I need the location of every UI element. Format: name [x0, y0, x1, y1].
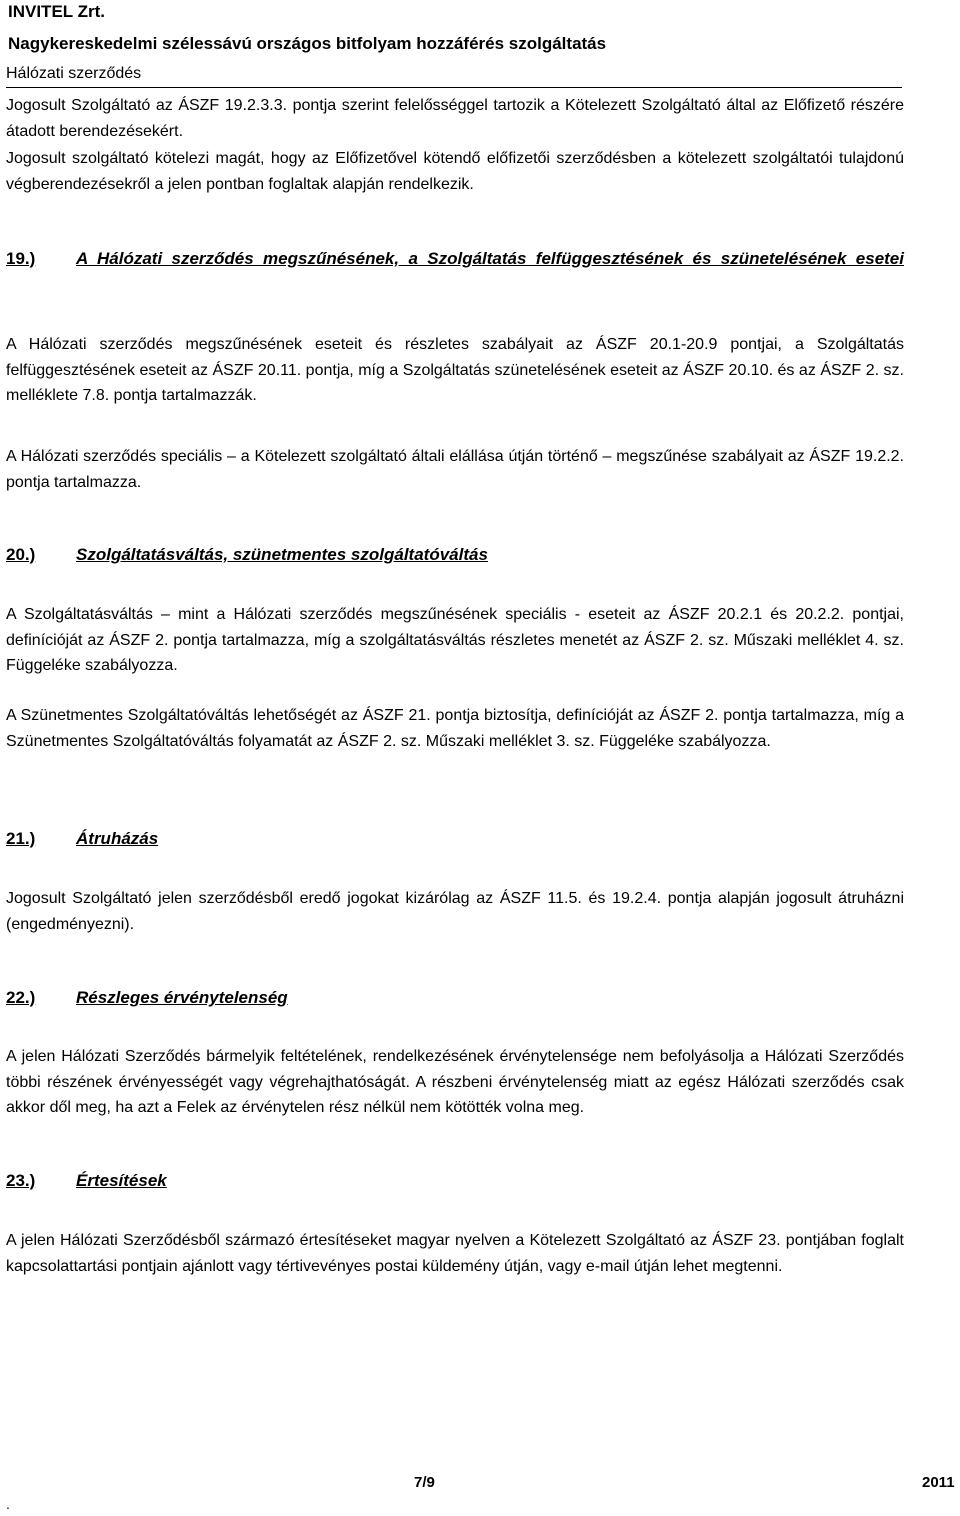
footer-dot: .	[6, 1496, 10, 1512]
page-number: 7/9	[414, 1474, 435, 1491]
section-19-paragraph-2: A Hálózati szerződés speciális – a Kötelezett szolgáltató általi elállása útján történő – megszűnése szabályait az ÁSZF 19.2.2. pontja tartalmazza.	[6, 448, 904, 491]
header-service-title: Nagykereskedelmi szélessávú országos bitfolyam hozzáférés szolgáltatás	[8, 34, 607, 53]
section-22-heading	[6, 985, 904, 1011]
section-title: A Hálózati szerződés megszűnésének, a Szolgáltatás felfüggesztésének és szünetelésének esetei	[76, 249, 904, 268]
section-20-paragraph-2: A Szünetmentes Szolgáltatóváltás lehetőségét az ÁSZF 21. pontja biztosítja, definícióját az ÁSZF 2. pontja tartalmazza, míg a Szünetmentes Szolgáltatóváltás folyamatát az ÁSZF 2. sz. Műszaki melléklet 3. sz. Függeléke szabályozza.	[6, 707, 904, 750]
section-20-heading	[6, 542, 904, 568]
section-title: Szolgáltatásváltás, szünetmentes szolgáltatóváltás	[76, 545, 488, 564]
section-21-heading	[6, 826, 904, 852]
section-23-paragraph-1: A jelen Hálózati Szerződésből származó értesítéseket magyar nyelven a Kötelezett Szolgáltató az ÁSZF 23. pontjában foglalt kapcsolattartási pontjain ajánlott vagy tértivevényes postai küldemény útján, vagy e-mail útján lehet megtenni.	[6, 1232, 904, 1275]
intro-paragraph-1: Jogosult Szolgáltató az ÁSZF 19.2.3.3. pontja szerint felelősséggel tartozik a Kötelezett Szolgáltató által az Előfizető részére átadott berendezésekért.	[6, 97, 904, 140]
header-document-title: Hálózati szerződés	[6, 64, 902, 88]
section-23-heading	[6, 1168, 904, 1194]
intro-paragraph-2: Jogosult szolgáltató kötelezi magát, hogy az Előfizetővel kötendő előfizetői szerződésben a kötelezett szolgáltatói tulajdonú végberendezésekről a jelen pontban foglaltak alapján rendelkezik.	[6, 150, 904, 193]
section-21-paragraph-1: Jogosult Szolgáltató jelen szerződésből eredő jogokat kizárólag az ÁSZF 11.5. és 19.2.4. pontja alapján jogosult átruházni (engedményezni).	[6, 890, 904, 933]
section-title: Részleges érvénytelenség	[76, 988, 288, 1007]
section-20-paragraph-1: A Szolgáltatásváltás – mint a Hálózati szerződés megszűnésének speciális - eseteit az ÁSZF 20.2.1 és 20.2.2. pontjai, definícióját az ÁSZF 2. pontja tartalmazza, míg a szolgáltatásváltás részletes menetét az ÁSZF 2. sz. Műszaki melléklet 4. sz. Függeléke szabályozza.	[6, 606, 904, 674]
section-19-paragraph-1: A Hálózati szerződés megszűnésének eseteit és részletes szabályait az ÁSZF 20.1-20.9 pontjai, a Szolgáltatás felfüggesztésének eseteit az ÁSZF 20.11. pontja, míg a Szolgáltatás szünetelésének eseteit az ÁSZF 20.10. és az ÁSZF 2. sz. melléklete 7.8. pontja tartalmazzák.	[6, 336, 904, 404]
section-number: 21.)	[6, 829, 36, 848]
section-title: Értesítések	[76, 1171, 167, 1190]
header-company: INVITEL Zrt.	[8, 2, 105, 21]
section-number: 20.)	[6, 545, 36, 564]
section-19-heading	[6, 246, 904, 272]
section-number: 22.)	[6, 988, 36, 1007]
section-22-paragraph-1: A jelen Hálózati Szerződés bármelyik feltételének, rendelkezésének érvénytelensége nem befolyásolja a Hálózati Szerződés többi részének érvényességét vagy végrehajthatóságát. A részbeni érvénytelenség miatt az egész Hálózati szerződés csak akkor dől meg, ha azt a Felek az érvénytelen rész nélkül nem kötötték volna meg.	[6, 1048, 904, 1116]
footer-year: 2011	[922, 1474, 955, 1491]
section-title: Átruházás	[76, 829, 159, 848]
section-number: 19.)	[6, 249, 36, 268]
section-number: 23.)	[6, 1171, 36, 1190]
